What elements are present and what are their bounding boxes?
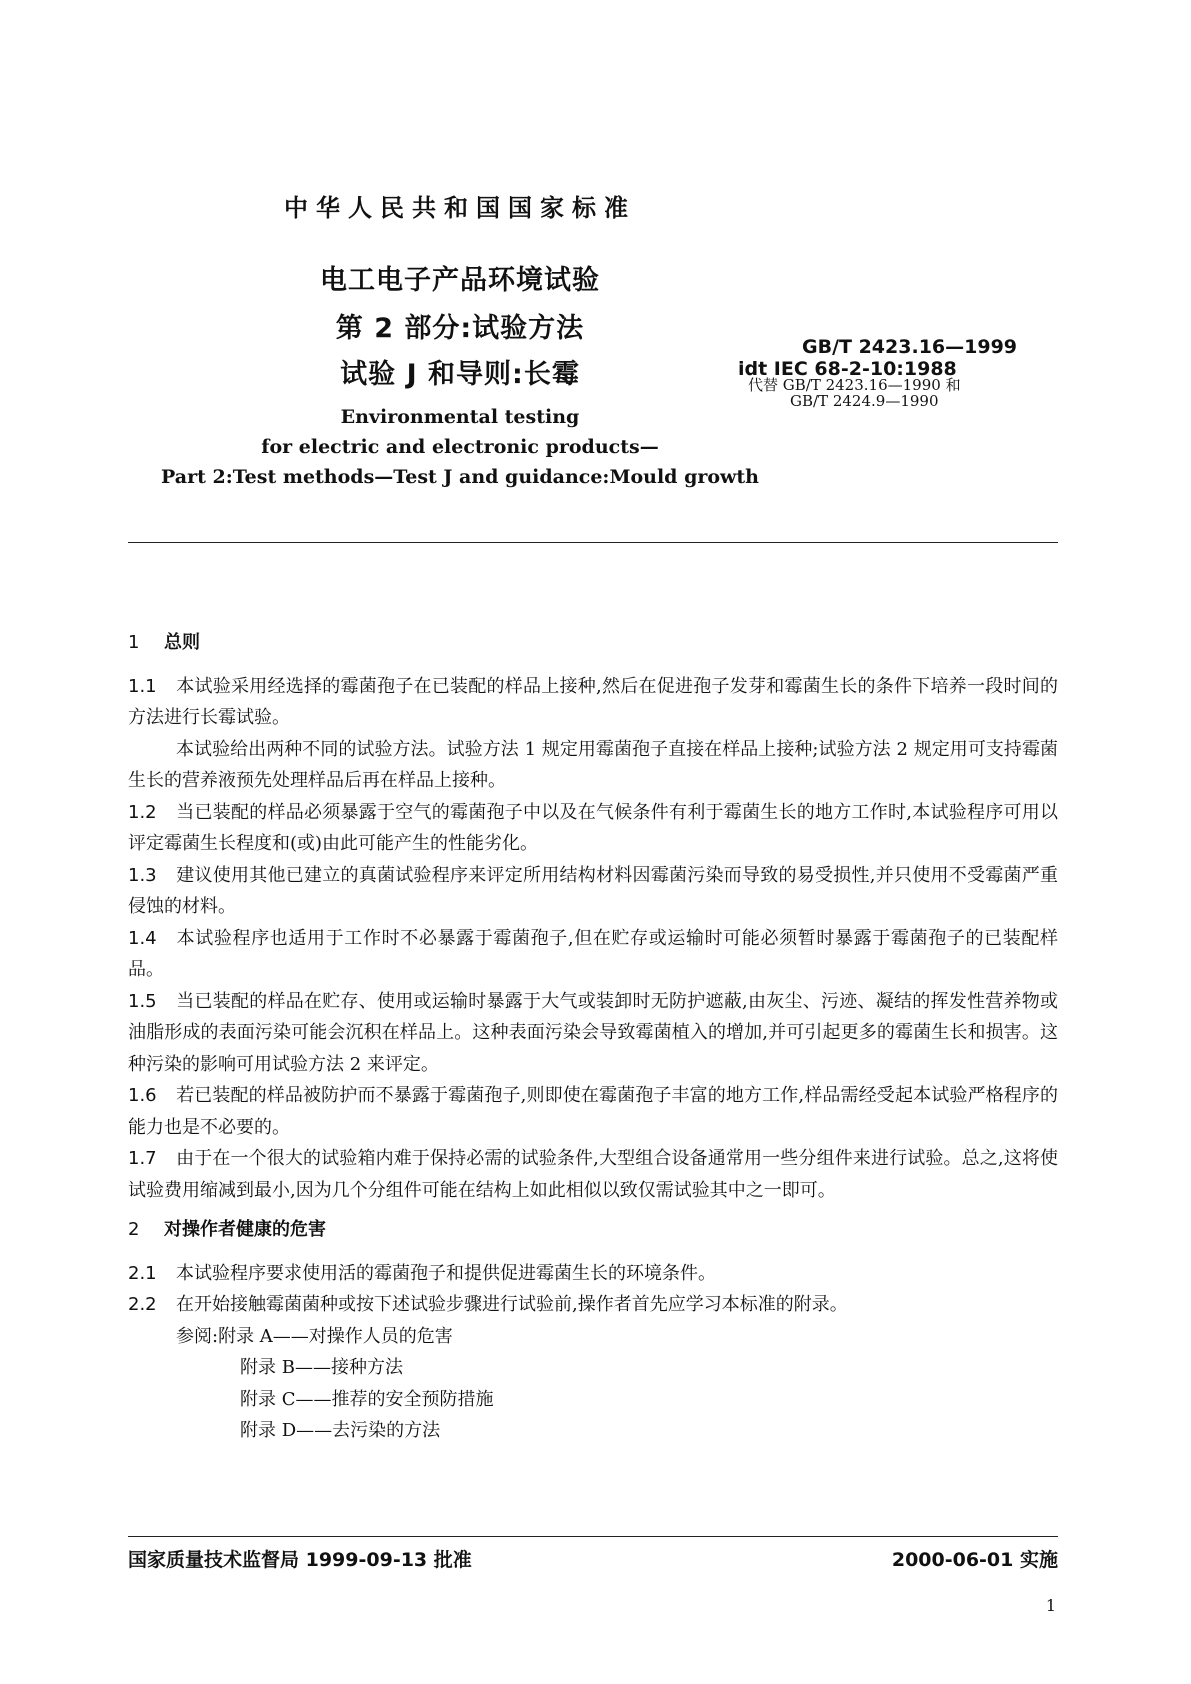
clause-2-2 bbox=[128, 1289, 1058, 1321]
clause-1-3 bbox=[128, 860, 1058, 923]
title-cn-line-1: 电工电子产品环境试验 bbox=[320, 265, 600, 296]
section-1-number: 1 bbox=[128, 632, 140, 653]
clause-1-1 bbox=[128, 671, 1058, 734]
clause-text: 本试验采用经选择的霉菌孢子在已装配的样品上接种,然后在促进孢子发芽和霉菌生长的条件下培养一段时间的方法进行长霉试验。 bbox=[128, 675, 1058, 728]
clause-number: 1.4 bbox=[128, 927, 157, 949]
clause-number: 1.6 bbox=[128, 1085, 157, 1106]
clause-text: 建议使用其他已建立的真菌试验程序来评定所用结构材料因霉菌污染而导致的易受损性,并只使用不受霉菌严重侵蚀的材料。 bbox=[128, 864, 1058, 917]
clause-number: 2.1 bbox=[128, 1262, 157, 1284]
section-1-title: 总则 bbox=[164, 632, 200, 653]
national-standard-heading: 中华人民共和国国家标准 bbox=[284, 194, 636, 222]
clause-number: 1.3 bbox=[128, 864, 157, 886]
clause-text: 本试验程序要求使用活的霉菌孢子和提供促进霉菌生长的环境条件。 bbox=[176, 1262, 716, 1284]
title-en-line-2: for electric and electronic products— bbox=[261, 436, 659, 458]
clause-1-2 bbox=[128, 797, 1058, 860]
section-1-heading bbox=[128, 627, 1058, 659]
clause-number: 1.1 bbox=[128, 675, 157, 697]
clause-2-1 bbox=[128, 1258, 1058, 1290]
standard-number: GB/T 2423.16—1999 bbox=[802, 336, 1018, 358]
clause-1-7 bbox=[128, 1143, 1058, 1206]
reference-annex-b: 附录 B——接种方法 bbox=[240, 1357, 403, 1378]
header-divider bbox=[128, 542, 1058, 543]
effective-date: 2000-06-01 实施 bbox=[891, 1549, 1058, 1571]
reference-annex-a: 参阅:附录 A——对操作人员的危害 bbox=[176, 1325, 453, 1347]
idt-reference: idt IEC 68-2-10:1988 bbox=[738, 358, 957, 380]
reference-annex-c: 附录 C——推荐的安全预防措施 bbox=[240, 1388, 494, 1410]
clause-number: 1.7 bbox=[128, 1148, 157, 1169]
title-cn-line-2: 第 2 部分:试验方法 bbox=[335, 313, 585, 344]
section-2-number: 2 bbox=[128, 1219, 140, 1240]
title-cn-line-3: 试验 J 和导则:长霉 bbox=[340, 359, 580, 390]
replaces-line-2: GB/T 2424.9—1990 bbox=[790, 392, 939, 410]
footer-divider bbox=[128, 1536, 1058, 1537]
title-en-line-1: Environmental testing bbox=[340, 406, 580, 428]
document-body bbox=[128, 632, 1058, 1447]
clause-1-1-paragraph-2: 本试验给出两种不同的试验方法。试验方法 1 规定用霉菌孢子直接在样品上接种;试验方法 2 规定用可支持霉菌生长的营养液预先处理样品后再在样品上接种。 bbox=[128, 738, 1058, 791]
clause-1-4 bbox=[128, 923, 1058, 986]
clause-text: 本试验程序也适用于工作时不必暴露于霉菌孢子,但在贮存或运输时可能必须暂时暴露于霉菌孢子的已装配样品。 bbox=[128, 927, 1058, 980]
clause-1-6 bbox=[128, 1080, 1058, 1143]
section-2-title: 对操作者健康的危害 bbox=[164, 1219, 326, 1240]
replaces-line-1: 代替 GB/T 2423.16—1990 和 bbox=[748, 376, 961, 394]
title-en-line-3: Part 2:Test methods—Test J and guidance:Mould growth bbox=[160, 466, 759, 488]
section-2-heading bbox=[128, 1214, 1058, 1246]
clause-text: 当已装配的样品在贮存、使用或运输时暴露于大气或装卸时无防护遮蔽,由灰尘、污迹、凝结的挥发性营养物或油脂形成的表面污染可能会沉积在样品上。这种表面污染会导致霉菌植入的增加,并可引起更多的霉菌生长和损害。这种污染的影响可用试验方法 2 来评定。 bbox=[128, 990, 1058, 1075]
clause-text: 由于在一个很大的试验箱内难于保持必需的试验条件,大型组合设备通常用一些分组件来进行试验。总之,这将使试验费用缩减到最小,因为几个分组件可能在结构上如此相似以致仅需试验其中之一即可。 bbox=[128, 1148, 1058, 1201]
approval-date: 国家质量技术监督局 1999-09-13 批准 bbox=[128, 1549, 472, 1571]
reference-annex-d: 附录 D——去污染的方法 bbox=[240, 1420, 441, 1441]
clause-number: 1.5 bbox=[128, 990, 157, 1012]
clause-number: 2.2 bbox=[128, 1294, 157, 1315]
clause-text: 当已装配的样品必须暴露于空气的霉菌孢子中以及在气候条件有利于霉菌生长的地方工作时,本试验程序可用以评定霉菌生长程度和(或)由此可能产生的性能劣化。 bbox=[128, 801, 1058, 854]
clause-text: 在开始接触霉菌菌种或按下述试验步骤进行试验前,操作者首先应学习本标准的附录。 bbox=[176, 1294, 848, 1315]
clause-1-5 bbox=[128, 986, 1058, 1081]
clause-number: 1.2 bbox=[128, 801, 157, 823]
page-number: 1 bbox=[1045, 1596, 1056, 1615]
clause-text: 若已装配的样品被防护而不暴露于霉菌孢子,则即使在霉菌孢子丰富的地方工作,样品需经受起本试验严格程序的能力也是不必要的。 bbox=[128, 1085, 1058, 1138]
